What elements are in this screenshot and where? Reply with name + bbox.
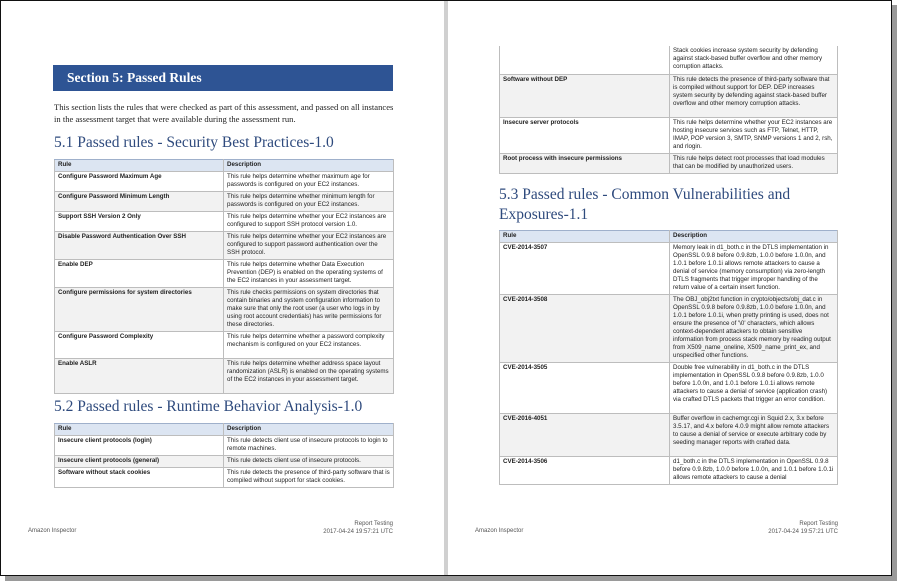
rule-description: This rule helps determine whether your EC2 instances are hosting insecure services such as FTP, Telnet, HTTP, IMAP, POP version 3, SMTP, SNMP versions 1 and 2, rsh, and rlogin. — [670, 117, 838, 153]
table-row — [55, 212, 394, 232]
rule-description: This rule detects the presence of third-party software that is compiled without support for stack cookies. — [224, 468, 394, 488]
table-row — [55, 172, 394, 192]
footer-report-title: Report Testing — [799, 521, 838, 527]
table-row — [55, 468, 394, 488]
table-row — [55, 232, 394, 260]
footer-product-name: Amazon Inspector — [28, 528, 77, 534]
table-row — [500, 117, 838, 153]
rule-name: CVE-2014-3507 — [500, 243, 670, 295]
rule-description: This rule helps determine whether your EC2 instances are configured to support password authentication over the SSH protocol. — [224, 232, 394, 260]
rule-name: Support SSH Version 2 Only — [55, 212, 224, 232]
rule-description: This rule helps determine whether address space layout randomization (ASLR) is enabled on the operating systems of the EC2 instances in your assessment target. — [224, 359, 394, 394]
subsection-heading-5-3-line2: Exposures-1.1 — [499, 206, 589, 223]
subsection-heading-5-3-line1: 5.3 Passed rules - Common Vulnerabilities and — [499, 186, 791, 203]
table-row — [500, 74, 838, 117]
table-row — [500, 243, 838, 295]
rule-description: Buffer overflow in cachemgr.cgi in Squid 2.x, 3.x before 3.5.17, and 4.x before 4.0.9 might allow remote attackers to cause a denial of service or execute arbitrary code by seeding manager reports with crafted data. — [670, 414, 838, 457]
rules-table-runtime-behavior — [54, 423, 394, 488]
table-row — [500, 363, 838, 414]
rule-description: This rule helps detect root processes that load modules that can be modified by unauthorized users. — [670, 153, 838, 173]
table-header-row — [55, 160, 394, 172]
table-row — [55, 260, 394, 288]
rule-description: Stack cookies increase system security by defending against stack-based buffer overflow and other memory corruption attacks. — [670, 46, 838, 74]
table-row — [500, 457, 838, 485]
rule-name: CVE-2014-3506 — [500, 457, 670, 485]
column-header-description: Description — [670, 231, 838, 243]
rule-name: Enable DEP — [55, 260, 224, 288]
rule-description: This rule helps determine whether your EC2 instances are configured to support SSH protocol version 1.0. — [224, 212, 394, 232]
column-header-description: Description — [224, 424, 394, 436]
table-row — [55, 288, 394, 332]
table-row — [55, 332, 394, 359]
subsection-heading-5-1: 5.1 Passed rules - Security Best Practices-1.0 — [54, 134, 334, 151]
column-header-rule: Rule — [55, 424, 224, 436]
rule-name: Configure Password Maximum Age — [55, 172, 224, 192]
rule-name: CVE-2016-4051 — [500, 414, 670, 457]
rule-description: This rule checks permissions on system directories that contain binaries and system configuration information to make sure that only the root user (a user who logs in by using root account credentials) has write permissions for these directories. — [224, 288, 394, 332]
rule-description: This rule helps determine whether Data Execution Prevention (DEP) is enabled on the operating systems of the EC2 instances in your assessment target. — [224, 260, 394, 288]
rule-name: Insecure client protocols (login) — [55, 436, 224, 456]
rule-name: Root process with insecure permissions — [500, 153, 670, 173]
table-row — [55, 456, 394, 468]
section-intro: This section lists the rules that were checked as part of this assessment, and passed on all instances in the assessment target that were available during the assessment run. — [54, 102, 394, 124]
rule-name: CVE-2014-3508 — [500, 295, 670, 363]
rule-name: Configure permissions for system directories — [55, 288, 224, 332]
rule-description: Memory leak in d1_both.c in the DTLS implementation in OpenSSL 0.9.8 before 0.9.8zb, 1.0.0 before 1.0.0n, and 1.0.1 before 1.0.1i allows remote attackers to cause a denial of service (memory consumption) via zero-length DTLS fragments that trigger improper handling of the return value of a certain insert function. — [670, 243, 838, 295]
rule-description: d1_both.c in the DTLS implementation in OpenSSL 0.9.8 before 0.9.8zb, 1.0.0 before 1.0.0n, and 1.0.1 before 1.0.1i allows remote attackers to cause a denial — [670, 457, 838, 485]
rule-name — [500, 46, 670, 74]
rule-name: CVE-2014-3505 — [500, 363, 670, 414]
rule-name: Software without DEP — [500, 74, 670, 117]
footer-product-name: Amazon Inspector — [475, 528, 524, 534]
table-row — [500, 295, 838, 363]
rule-name: Configure Password Minimum Length — [55, 192, 224, 212]
subsection-heading-5-2: 5.2 Passed rules - Runtime Behavior Analysis-1.0 — [54, 398, 363, 415]
table-row — [55, 192, 394, 212]
rule-description: This rule detects the presence of third-party software that is compiled without support for DEP. DEP increases system security by defending against stack-based buffer overflow and other memory corruption attacks. — [670, 74, 838, 117]
column-header-description: Description — [224, 160, 394, 172]
rules-table-runtime-behavior-continued — [499, 46, 838, 174]
column-header-rule: Rule — [500, 231, 670, 243]
section-title: Section 5: Passed Rules — [53, 65, 393, 91]
column-header-rule: Rule — [55, 160, 224, 172]
table-row — [500, 46, 838, 74]
footer-report-title: Report Testing — [354, 521, 393, 527]
footer-timestamp: 2017-04-24 19:57:21 UTC — [323, 529, 393, 535]
rules-table-cve — [499, 230, 838, 485]
rule-description: Double free vulnerability in d1_both.c in the DTLS implementation in OpenSSL 0.9.8 before 0.9.8zb, 1.0.0 before 1.0.0n, and 1.0.1 before 1.0.1i allows remote attackers to cause a denial of service (application crash) via crafted DTLS packets that trigger an error condition. — [670, 363, 838, 414]
rule-description: This rule detects client use of insecure protocols to login to remote machines. — [224, 436, 394, 456]
rule-name: Software without stack cookies — [55, 468, 224, 488]
table-header-row — [500, 231, 838, 243]
rules-table-security-best-practices — [54, 159, 394, 394]
table-header-row — [55, 424, 394, 436]
rule-description: The OBJ_obj2txt function in crypto/objects/obj_dat.c in OpenSSL 0.9.8 before 0.9.8zb, 1.0.0 before 1.0.0n, and 1.0.1 before 1.0.1i, when pretty printing is used, does not ensure the presence of '\0' characters, which allows context-dependent attackers to obtain sensitive information from process stack memory by reading output from X509_name_oneline, X509_name_print_ex, and unspecified other functions. — [670, 295, 838, 363]
rule-description: This rule helps determine whether maximum age for passwords is configured on your EC2 instances. — [224, 172, 394, 192]
rule-name: Enable ASLR — [55, 359, 224, 394]
rule-description: This rule helps determine whether minimum length for passwords is configured on your EC2 instances. — [224, 192, 394, 212]
rule-description: This rule helps determine whether a password complexity mechanism is configured on your EC2 instances. — [224, 332, 394, 359]
table-row — [500, 414, 838, 457]
rule-description: This rule detects client use of insecure protocols. — [224, 456, 394, 468]
page-left — [1, 1, 445, 575]
table-row — [55, 436, 394, 456]
rule-name: Insecure server protocols — [500, 117, 670, 153]
footer-report-info — [323, 520, 393, 536]
footer-report-info — [768, 520, 838, 536]
table-row — [500, 153, 838, 173]
footer-timestamp: 2017-04-24 19:57:21 UTC — [768, 529, 838, 535]
page-right — [448, 1, 891, 575]
table-row — [55, 359, 394, 394]
rule-name: Insecure client protocols (general) — [55, 456, 224, 468]
rule-name: Configure Password Complexity — [55, 332, 224, 359]
rule-name: Disable Password Authentication Over SSH — [55, 232, 224, 260]
subsection-heading-5-3 — [499, 185, 790, 225]
